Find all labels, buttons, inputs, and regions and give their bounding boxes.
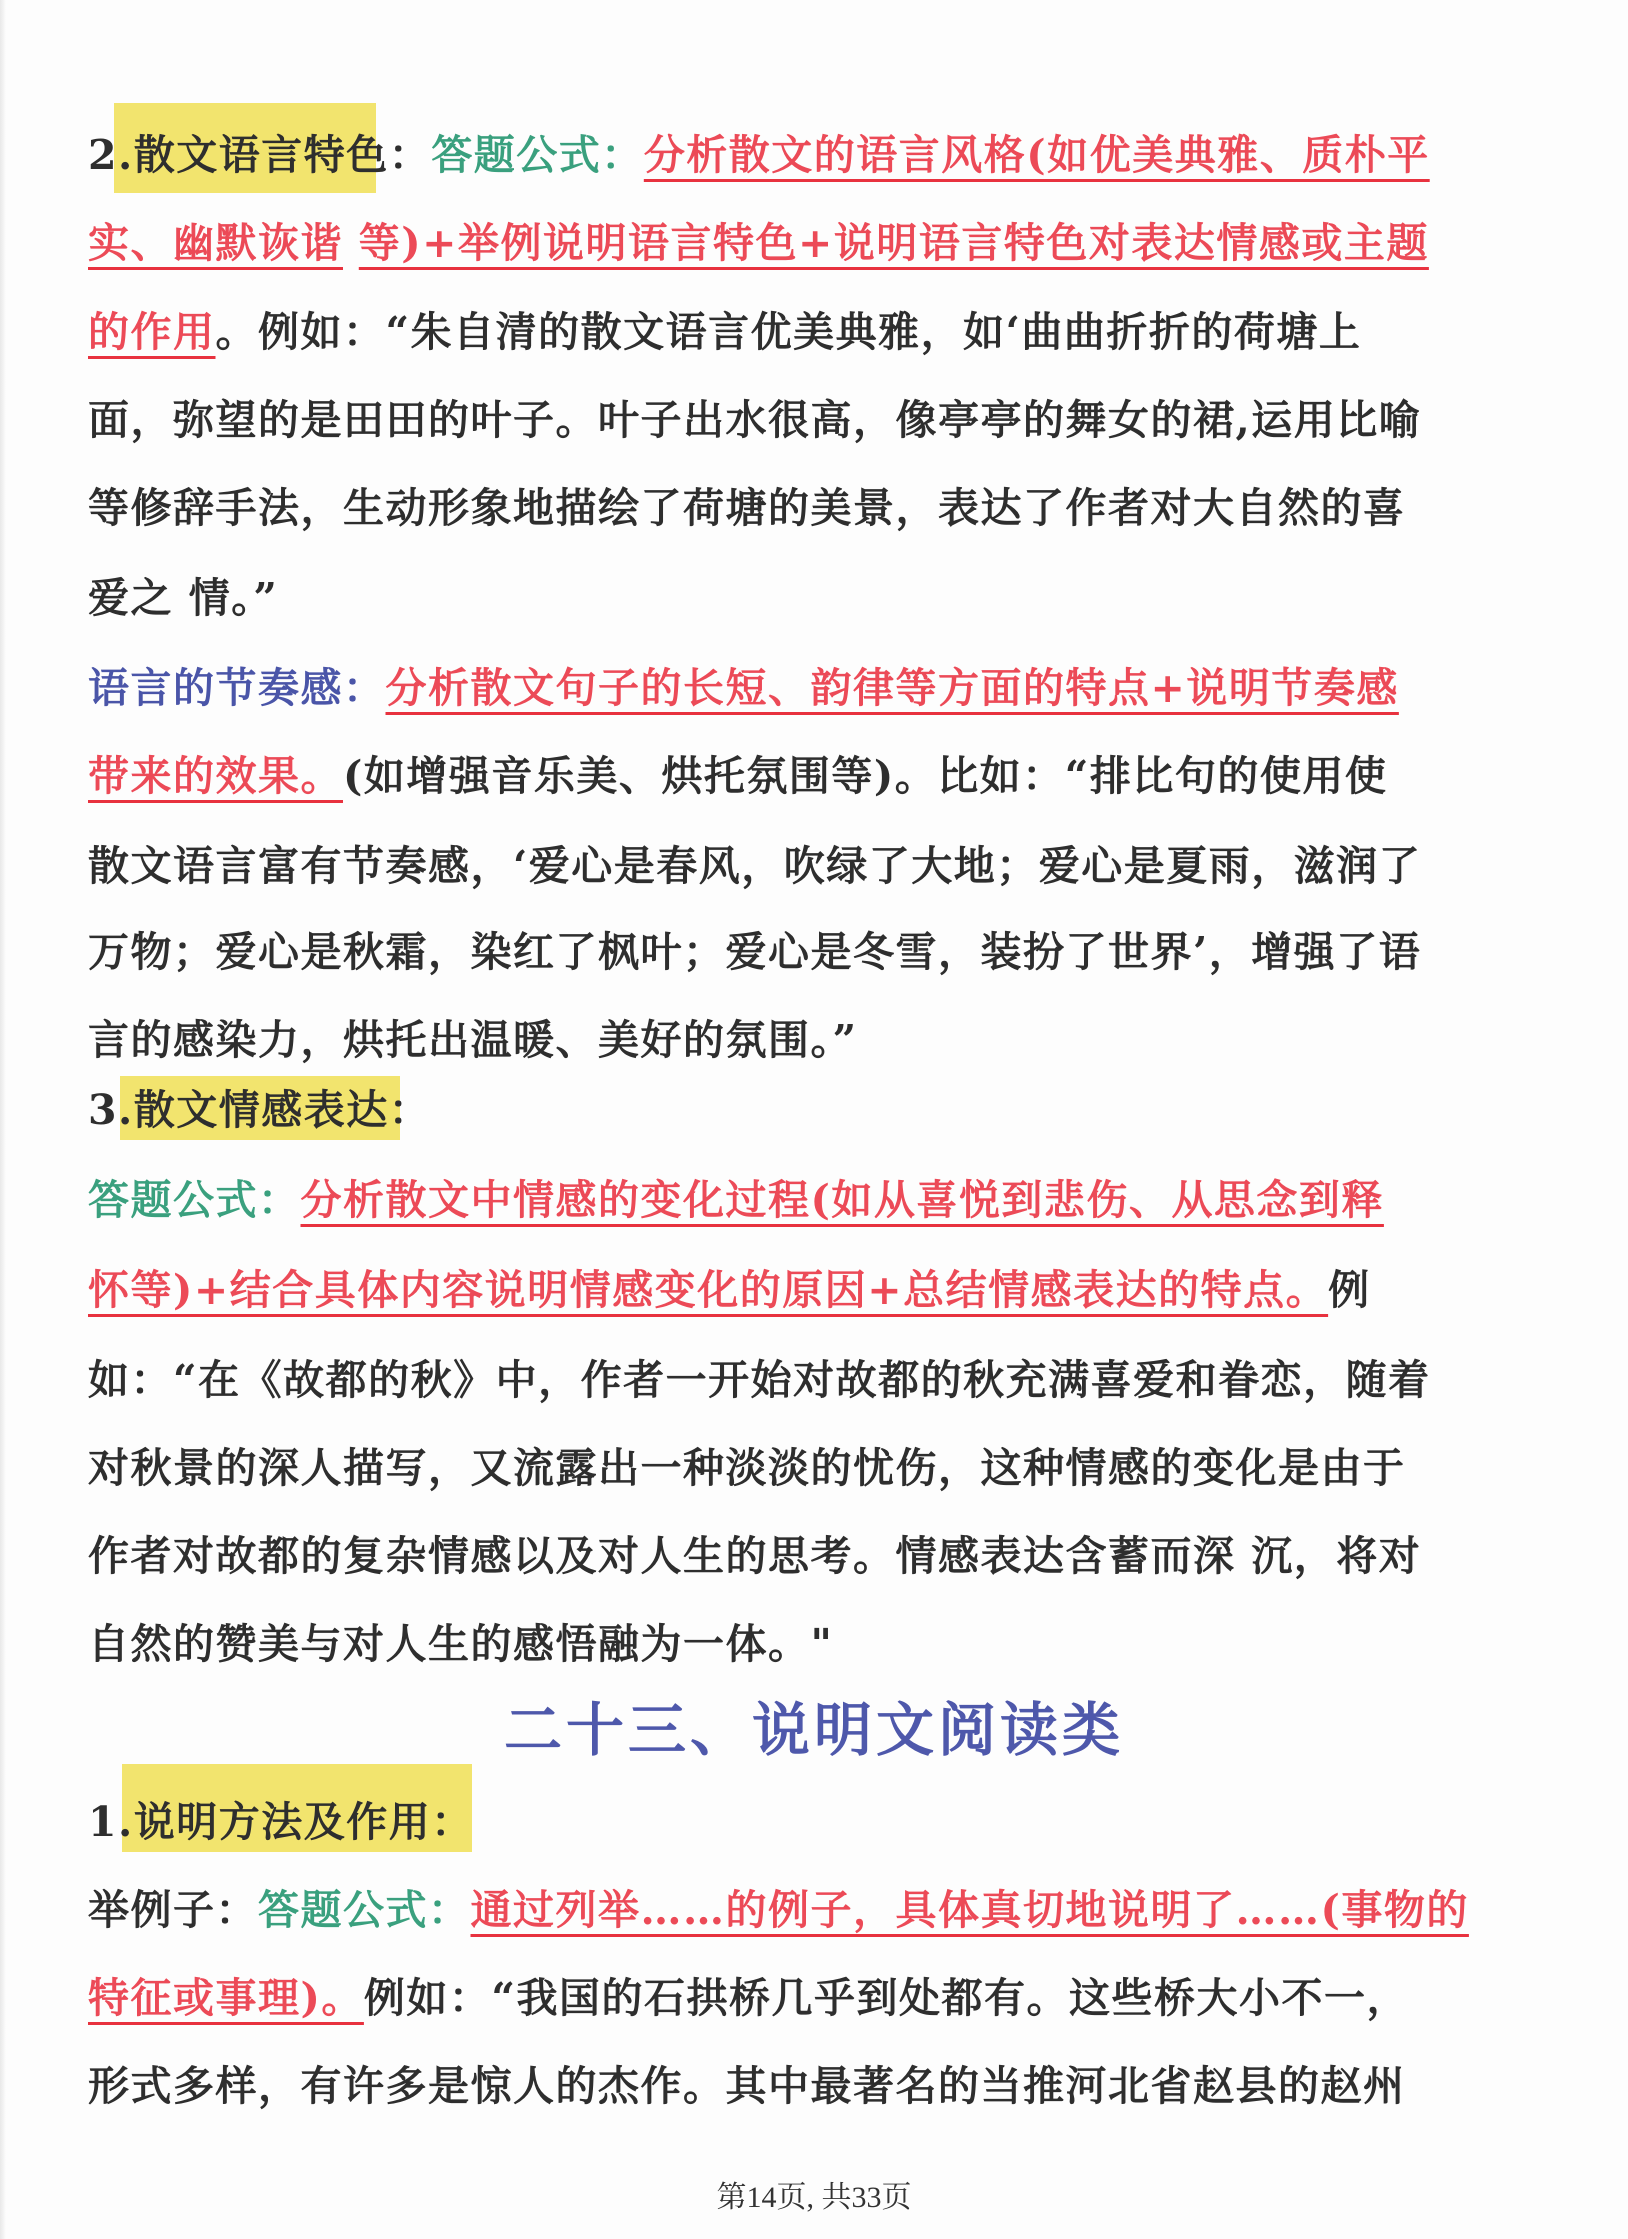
- example-text: (如增强音乐美、烘托氛围等)。比如：“排比句的使用使: [343, 752, 1388, 800]
- rhythm-line-3: 散文语言富有节奏感，‘爱心是春风，吹绿了大地；爱心是夏雨，滋润了: [88, 842, 1422, 890]
- formula-text: 的作用: [88, 308, 216, 356]
- formula-text: 等)+举例说明语言特色+说明语言特色对表达情感或主题: [358, 219, 1429, 267]
- section-3-line-2: [88, 1260, 1544, 1320]
- formula-label: 答题公式：: [431, 131, 644, 179]
- rhythm-line-4: 万物；爱心是秋霜，染红了枫叶；爱心是冬雪，装扮了世界’，增强了语: [88, 928, 1422, 976]
- rhythm-line-1: [88, 658, 1544, 718]
- rhythm-line-5: 言的感染力，烘托出温暖、美好的氛围。”: [88, 1016, 858, 1064]
- section-number: 2.: [88, 131, 134, 179]
- section-3-line-5: 作者对故都的复杂情感以及对人生的思考。情感表达含蓄而深 沉，将对: [88, 1532, 1422, 1580]
- section-3-line-6: 自然的赞美与对人生的感悟融为一体。": [88, 1620, 834, 1668]
- section-3-line-1: [88, 1170, 1544, 1230]
- page-number: 第14页, 共33页: [716, 2181, 912, 2214]
- formula-label: 答题公式：: [258, 1886, 471, 1934]
- formula-text: 分析散文的语言风格(如优美典雅、质朴平: [643, 131, 1430, 179]
- example-text: 。例如：“朱自清的散文语言优美典雅，如‘曲曲折折的荷塘上: [215, 308, 1362, 356]
- chapter-heading: 二十三、说明文阅读类: [503, 1696, 1124, 1764]
- formula-text: 怀等)+结合具体内容说明情感变化的原因+总结情感表达的特点。: [88, 1266, 1329, 1314]
- section-number: 1.: [88, 1798, 134, 1846]
- section-1-title-line: [88, 1792, 1544, 1852]
- example-text: 例如：“我国的石拱桥几乎到处都有。这些桥大小不一，: [363, 1974, 1409, 2022]
- section-1-line-2: [88, 1968, 1544, 2028]
- section-1-line-3: 形式多样，有许多是惊人的杰作。其中最著名的当推河北省赵县的赵州: [88, 2062, 1406, 2110]
- section-2-line-1: [88, 125, 1544, 185]
- section-2-line-5: 等修辞手法，生动形象地描绘了荷塘的美景，表达了作者对大自然的喜: [88, 484, 1406, 532]
- section-2-line-2: [88, 213, 1544, 273]
- section-3-title-line: [88, 1080, 1544, 1140]
- section-2-line-4: 面，弥望的是田田的叶子。叶子出水很高，像亭亭的舞女的裙,运用比喻: [88, 396, 1422, 444]
- formula-text: 带来的效果。: [88, 752, 343, 800]
- formula-text: 分析散文中情感的变化过程(如从喜悦到悲伤、从思念到释: [300, 1176, 1384, 1224]
- rhythm-line-2: [88, 746, 1544, 806]
- section-number: 3.: [88, 1086, 134, 1134]
- formula-label: 答题公式：: [88, 1176, 301, 1224]
- method-label: 举例子：: [88, 1886, 258, 1934]
- section-1-line-1: [88, 1880, 1544, 1940]
- example-text: 例: [1328, 1266, 1371, 1314]
- section-title: 散文情感表达：: [133, 1086, 432, 1134]
- formula-text: 分析散文句子的长短、韵律等方面的特点+说明节奏感: [385, 664, 1399, 712]
- formula-text: 实、幽默诙谐: [88, 219, 343, 267]
- section-title: 说明方法及作用：: [133, 1798, 474, 1846]
- section-title: 散文语言特色：: [133, 131, 432, 179]
- section-2-line-3: [88, 302, 1544, 362]
- section-2-line-6: 爱之 情。”: [88, 574, 279, 622]
- section-3-line-3: 如：“在《故都的秋》中，作者一开始对故都的秋充满喜爱和眷恋，随着: [88, 1356, 1431, 1404]
- section-3-line-4: 对秋景的深人描写，又流露出一种淡淡的忧伤，这种情感的变化是由于: [88, 1444, 1406, 1492]
- rhythm-label: 语言的节奏感：: [88, 664, 386, 712]
- formula-text: 通过列举……的例子，具体真切地说明了……(事物的: [470, 1886, 1469, 1934]
- scan-edge-shadow: [0, 0, 6, 2239]
- formula-text: 特征或事理)。: [88, 1974, 364, 2022]
